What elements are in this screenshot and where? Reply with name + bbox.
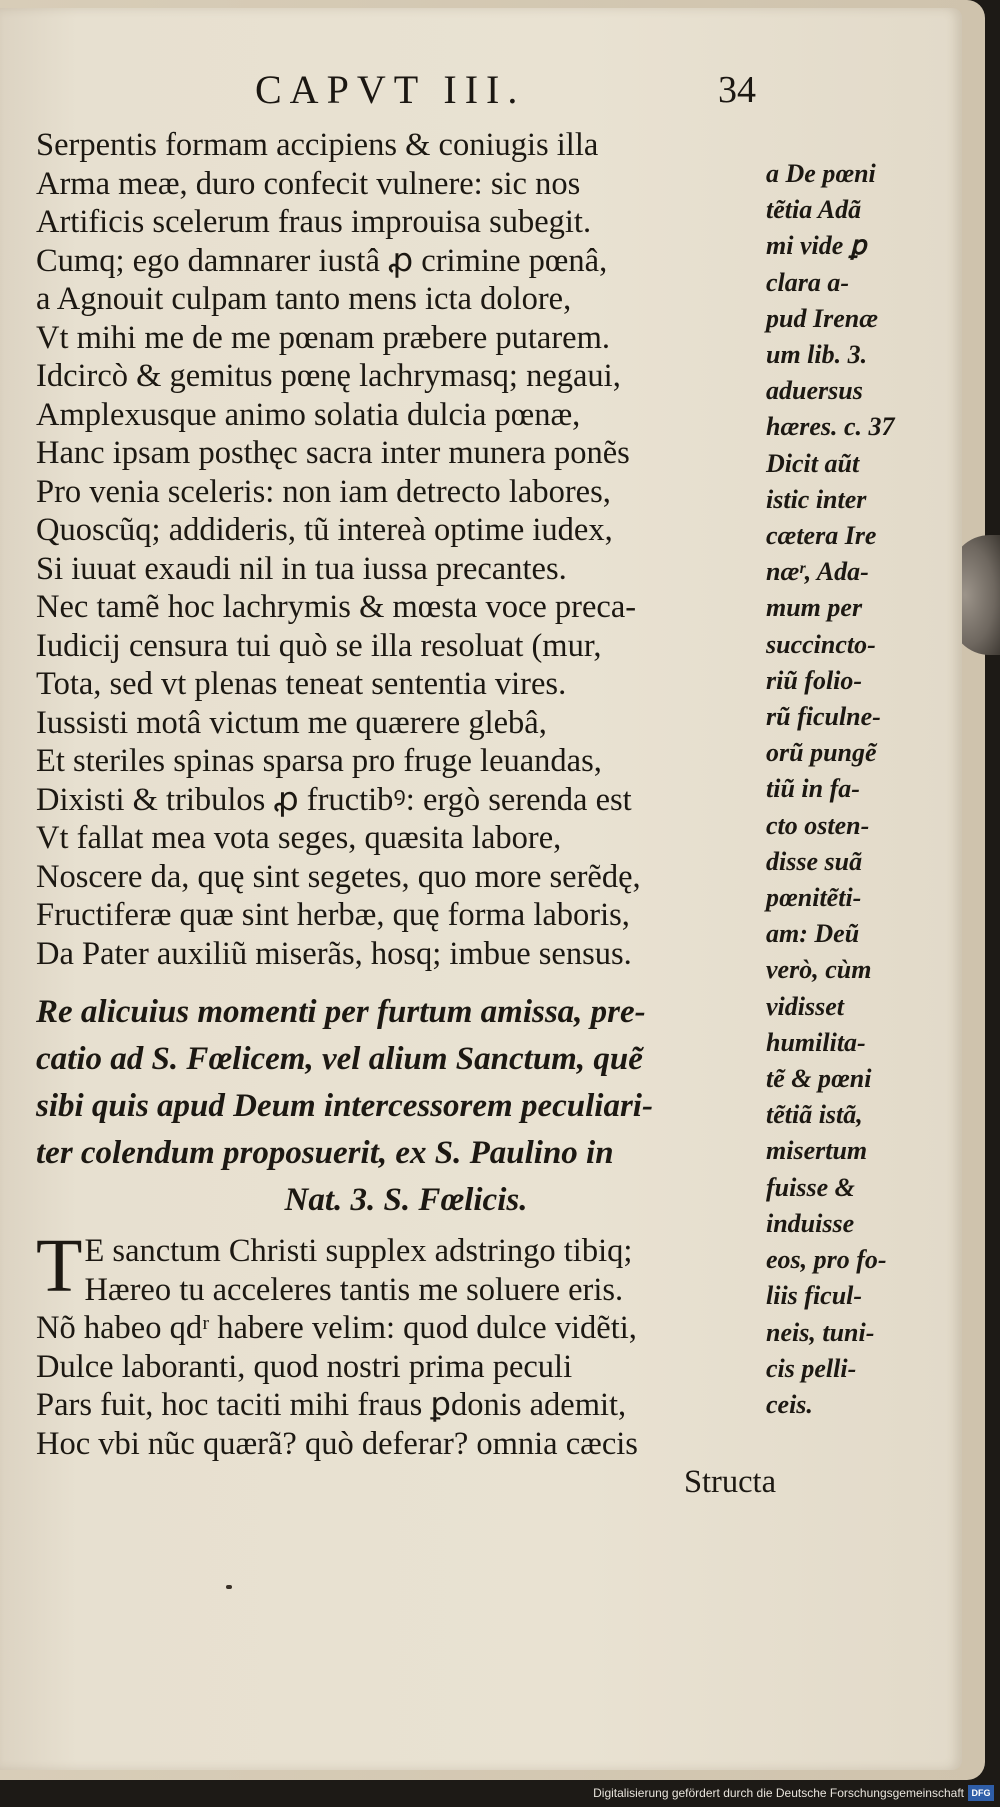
marginal-note-line: riũ folio- [766,665,863,695]
marginal-note-line: mum per [766,593,863,623]
verse-line: Da Pater auxiliũ miserãs, hosq; imbue sensus. [36,935,632,972]
marginal-note-line: induisse [766,1208,855,1238]
heading-line: Nat. 3. S. Fœlicis. [284,1182,528,1218]
marginal-note-line: istic inter [766,484,867,514]
marginal-note-line: hæres. c. 37 [766,412,895,442]
verse-line: Hoc vbi nũc quærã? quò deferar? omnia cæcis [36,1425,638,1462]
main-text-column [36,126,776,1502]
verse-line: Cumq; ego damnarer iustâ ꝓ crimine pœnâ, [36,242,608,279]
marginal-note-line: orũ pungẽ [766,738,877,768]
drop-cap: T [36,1224,83,1308]
verse-line: Iudicij censura tui quò se illa resoluat (mur, [36,627,602,664]
verse-line: Si iuuat exaudi nil in tua iussa precantes. [36,550,567,587]
digitization-credit: Digitalisierung gefördert durch die Deutsche Forschungsgemeinschaft [593,1786,964,1800]
marginal-note-line: aduersus [766,376,863,406]
marginal-note-line: misertum [766,1136,868,1166]
marginal-note-line: cto osten- [766,810,870,840]
marginal-note-line: am: Deũ [766,919,860,949]
verse-line: Hæreo tu acceleres tantis me soluere eris. [84,1271,624,1308]
verse-text: E sanctum Christi supplex adstringo tibiq; [84,1233,633,1269]
marginal-note-line: mi vide ꝑ [766,231,867,261]
verse-line: Fructiferæ quæ sint herbæ, quę forma laboris, [36,897,630,933]
book-page [0,8,962,1770]
verse-line: Et steriles spinas sparsa pro fruge leuandas, [36,743,602,779]
marginal-note-line: ceis. [766,1389,813,1419]
poem-first [36,126,776,973]
marginal-note-line: fuisse & [766,1172,855,1202]
verse-line: Hanc ipsam posthęc sacra inter munera ponẽs [36,435,630,471]
catchword: Structa [683,1464,776,1500]
marginal-note-line: pœnitẽti- [766,883,862,913]
marginal-note-line: cis pelli- [766,1353,857,1383]
marginal-note-line: clara a- [766,267,850,297]
page-header [0,66,960,116]
marginal-note-line: tẽtia Adã [766,195,862,225]
marginal-note-line: Dicit aũt [766,448,860,478]
marginal-note-line: tiũ in fa- [766,774,860,804]
verse-line: Tota, sed vt plenas teneat sententia vires. [36,666,567,702]
dfg-logo: DFG [968,1785,994,1801]
page-number: 34 [718,69,756,111]
verse-line: Pro venia sceleris: non iam detrecto labores, [36,473,611,510]
section-heading [36,989,776,1224]
verse-line: Iussisti motâ victum me quærere glebâ, [36,704,547,741]
verse-line: Pars fuit, hoc taciti mihi fraus ꝑdonis ademit, [36,1387,627,1423]
verse-line: Amplexusque animo solatia dulcia pœnæ, [36,396,581,433]
marginal-note-line: tẽtiã istã, [766,1100,863,1130]
marginal-note-line: liis ficul- [766,1281,863,1311]
poem-second [36,1224,776,1502]
running-head: CAPVT III. [255,67,526,112]
marginal-note-line: rũ ficulne- [766,702,881,732]
ink-speck [226,1585,232,1589]
verse-line: Dulce laboranti, quod nostri prima peculi [36,1348,573,1385]
verse-line: Nec tamẽ hoc lachrymis & mœsta voce preca- [36,589,637,625]
heading-line: Re alicuius momenti per furtum amissa, pre- [36,994,646,1030]
heading-line: catio ad S. Fœlicem, vel alium Sanctum, quẽ [36,1041,643,1077]
verse-line: Artificis scelerum fraus improuisa subegit. [36,204,592,240]
verse-line: Idcircò & gemitus pœnę lachrymasq; negaui, [36,358,621,394]
verse-line: a Agnouit culpam tanto mens icta dolore, [36,281,572,317]
marginal-note-line: vidisset [766,991,844,1021]
marginal-note-line: næʳ, Ada- [766,557,869,587]
verse-line: Quoscũq; addideris, tũ intereà optime iudex, [36,512,613,548]
heading-line: sibi quis apud Deum intercessorem peculiari- [36,1088,653,1124]
verse-line: Vt fallat mea vota seges, quæsita labore, [36,820,562,856]
verse-line: Noscere da, quę sint segetes, quo more serẽdę, [36,858,641,895]
verse-line: Dixisti & tribulos ꝓ fructibꝰ: ergò serenda est [36,781,632,818]
marginal-notes [766,156,951,1423]
marginal-note-line: humilita- [766,1027,866,1057]
marginal-note-line: disse suã [766,846,863,876]
marginal-note-line: a De pœni [766,159,876,188]
marginal-note-line: tẽ & pœni [766,1064,872,1094]
footer-bar [0,1782,1000,1807]
verse-line: Vt mihi me de me pœnam præbere putarem. [36,319,611,356]
marginal-note-line: cætera Ire [766,521,877,551]
heading-line: ter colendum proposuerit, ex S. Paulino in [36,1135,614,1171]
marginal-note-line: um lib. 3. [766,340,868,370]
marginal-note-line: eos, pro fo- [766,1245,887,1275]
verse-line: Nõ habeo qdʳ habere velim: quod dulce vidẽti, [36,1310,637,1346]
marginal-note-line: verò, cùm [766,955,872,985]
marginal-note-line: succincto- [766,629,876,659]
marginal-note-line: neis, tuni- [766,1317,875,1347]
marginal-note-line: pud Irenæ [766,303,878,333]
verse-line: Arma meæ, duro confecit vulnere: sic nos [36,165,581,202]
verse-line: Serpentis formam accipiens & coniugis illa [36,127,599,163]
